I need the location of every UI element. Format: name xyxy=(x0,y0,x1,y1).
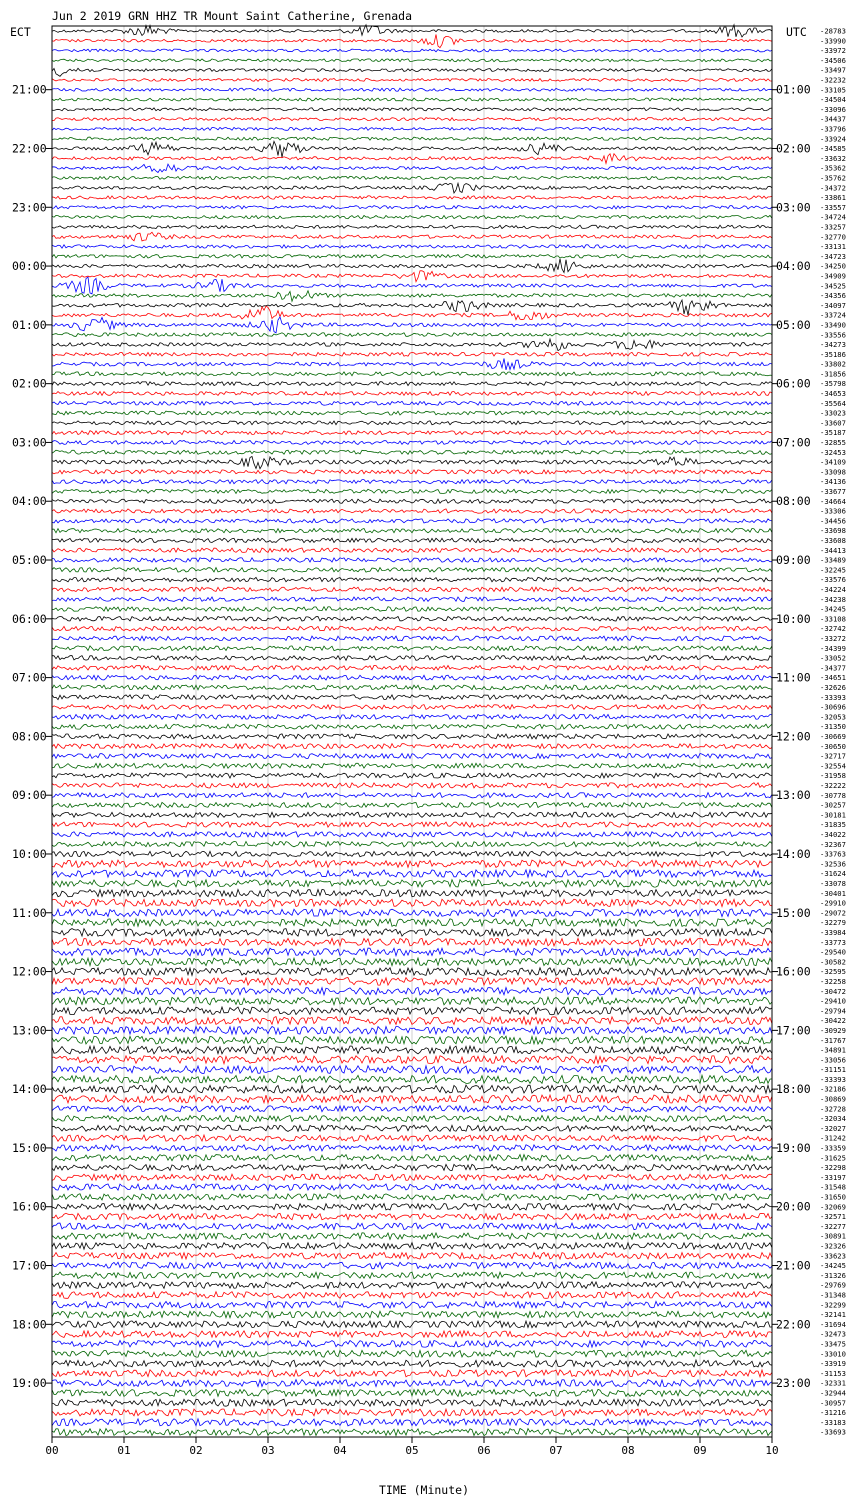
trace-offset-label: -32141 xyxy=(820,1310,846,1320)
x-tick-label: 07 xyxy=(549,1444,563,1457)
trace-offset-label: -29769 xyxy=(820,1280,846,1290)
trace-offset-label: -29794 xyxy=(820,1006,846,1016)
trace-offset-label: -32770 xyxy=(820,232,846,242)
trace-offset-label: -31153 xyxy=(820,1368,846,1378)
left-hour-label: 06:00 xyxy=(12,611,47,626)
trace-offset-label: -33698 xyxy=(820,526,846,536)
right-timezone-label: UTC xyxy=(786,25,807,39)
trace-offset-label: -30422 xyxy=(820,1016,846,1026)
trace-offset-label: -33623 xyxy=(820,1251,846,1261)
trace-offset-labels xyxy=(820,26,846,1436)
trace-offset-label: -34224 xyxy=(820,585,846,595)
trace-offset-label: -33677 xyxy=(820,487,846,497)
right-hour-label: 13:00 xyxy=(776,788,811,803)
trace-offset-label: -30957 xyxy=(820,1398,846,1408)
trace-offset-label: -33608 xyxy=(820,536,846,546)
trace-offset-label: -31326 xyxy=(820,1270,846,1280)
right-hour-label: 10:00 xyxy=(776,611,811,626)
trace-offset-label: -30869 xyxy=(820,1094,846,1104)
trace-offset-label: -34651 xyxy=(820,673,846,683)
trace-offset-label: -34413 xyxy=(820,545,846,555)
trace-offset-label: -34245 xyxy=(820,1261,846,1271)
right-hour-label: 20:00 xyxy=(776,1199,811,1214)
trace-offset-label: -32034 xyxy=(820,1114,846,1124)
trace-offset-label: -33197 xyxy=(820,1172,846,1182)
trace-offset-label: -32473 xyxy=(820,1329,846,1339)
trace-offset-label: -34504 xyxy=(820,95,846,105)
left-hour-label: 23:00 xyxy=(12,200,47,215)
left-hour-labels xyxy=(12,83,52,1390)
trace-offset-label: -30891 xyxy=(820,1231,846,1241)
right-hour-label: 12:00 xyxy=(776,729,811,744)
trace-offset-label: -35564 xyxy=(820,398,846,408)
left-hour-label: 04:00 xyxy=(12,494,47,509)
trace-offset-label: -32326 xyxy=(820,1241,846,1251)
trace-offset-label: -30257 xyxy=(820,800,846,810)
trace-offset-label: -29410 xyxy=(820,996,846,1006)
right-hour-label: 19:00 xyxy=(776,1140,811,1155)
trace-offset-label: -28783 xyxy=(820,26,846,36)
trace-offset-label: -30472 xyxy=(820,986,846,996)
left-hour-label: 21:00 xyxy=(12,82,47,97)
trace-offset-label: -34356 xyxy=(820,291,846,301)
trace-offset-label: -32053 xyxy=(820,712,846,722)
right-hour-label: 04:00 xyxy=(776,259,811,274)
trace-offset-label: -31650 xyxy=(820,1192,846,1202)
trace-offset-label: -32258 xyxy=(820,976,846,986)
trace-offset-label: -32069 xyxy=(820,1202,846,1212)
left-hour-label: 13:00 xyxy=(12,1023,47,1038)
trace-offset-label: -33763 xyxy=(820,849,846,859)
right-hour-label: 06:00 xyxy=(776,376,811,391)
trace-offset-label: -33557 xyxy=(820,202,846,212)
trace-offset-label: -34525 xyxy=(820,281,846,291)
trace-offset-label: -33359 xyxy=(820,1143,846,1153)
trace-offset-label: -32742 xyxy=(820,624,846,634)
trace-offset-label: -33497 xyxy=(820,65,846,75)
left-hour-label: 09:00 xyxy=(12,788,47,803)
trace-offset-label: -31856 xyxy=(820,369,846,379)
trace-offset-label: -34585 xyxy=(820,144,846,154)
left-hour-label: 03:00 xyxy=(12,435,47,450)
trace-offset-label: -34372 xyxy=(820,183,846,193)
trace-offset-label: -33724 xyxy=(820,310,846,320)
trace-offset-label: -33693 xyxy=(820,1427,846,1437)
right-hour-label: 15:00 xyxy=(776,905,811,920)
trace-offset-label: -33131 xyxy=(820,242,846,252)
trace-offset-label: -34399 xyxy=(820,643,846,653)
trace-offset-label: -32571 xyxy=(820,1212,846,1222)
right-hour-label: 11:00 xyxy=(776,670,811,685)
trace-offset-label: -30696 xyxy=(820,702,846,712)
trace-offset-label: -33802 xyxy=(820,359,846,369)
trace-offset-label: -34506 xyxy=(820,55,846,65)
x-tick-label: 01 xyxy=(117,1444,131,1457)
trace-offset-label: -34245 xyxy=(820,604,846,614)
trace-offset-label: -35798 xyxy=(820,379,846,389)
trace-offset-label: -30401 xyxy=(820,888,846,898)
trace-offset-label: -35186 xyxy=(820,349,846,359)
trace-offset-label: -35362 xyxy=(820,163,846,173)
x-tick-label: 02 xyxy=(189,1444,203,1457)
x-tick-label: 00 xyxy=(45,1444,59,1457)
x-tick-label: 10 xyxy=(765,1444,779,1457)
trace-offset-label: -31216 xyxy=(820,1408,846,1418)
trace-offset-label: -33984 xyxy=(820,927,846,937)
trace-offset-label: -34136 xyxy=(820,477,846,487)
trace-offset-label: -33607 xyxy=(820,418,846,428)
trace-offset-label: -33096 xyxy=(820,104,846,114)
x-tick-label: 09 xyxy=(693,1444,707,1457)
trace-offset-label: -30181 xyxy=(820,810,846,820)
trace-offset-label: -30778 xyxy=(820,790,846,800)
trace-offset-label: -32595 xyxy=(820,967,846,977)
trace-offset-label: -32222 xyxy=(820,780,846,790)
trace-offset-label: -34724 xyxy=(820,212,846,222)
trace-offset-label: -33306 xyxy=(820,506,846,516)
trace-offset-label: -33105 xyxy=(820,85,846,95)
trace-offset-label: -31548 xyxy=(820,1182,846,1192)
trace-offset-label: -31348 xyxy=(820,1290,846,1300)
x-tick-label: 03 xyxy=(261,1444,275,1457)
left-hour-label: 07:00 xyxy=(12,670,47,685)
left-hour-label: 19:00 xyxy=(12,1376,47,1391)
trace-offset-label: -33861 xyxy=(820,193,846,203)
trace-offset-label: -32232 xyxy=(820,75,846,85)
trace-offset-label: -34456 xyxy=(820,516,846,526)
trace-offset-label: -32245 xyxy=(820,565,846,575)
left-hour-label: 00:00 xyxy=(12,259,47,274)
trace-offset-label: -34273 xyxy=(820,340,846,350)
left-timezone-label: ECT xyxy=(10,25,31,39)
trace-offset-label: -32298 xyxy=(820,1163,846,1173)
left-hour-label: 22:00 xyxy=(12,141,47,156)
trace-offset-label: -34250 xyxy=(820,261,846,271)
right-hour-label: 08:00 xyxy=(776,494,811,509)
trace-offset-label: -30929 xyxy=(820,1025,846,1035)
left-hour-label: 12:00 xyxy=(12,964,47,979)
trace-offset-label: -29540 xyxy=(820,947,846,957)
trace-offset-label: -31151 xyxy=(820,1065,846,1075)
left-hour-label: 17:00 xyxy=(12,1258,47,1273)
trace-offset-label: -34664 xyxy=(820,496,846,506)
trace-offset-label: -33990 xyxy=(820,36,846,46)
trace-offset-label: -33183 xyxy=(820,1417,846,1427)
x-tick-label: 04 xyxy=(333,1444,347,1457)
trace-offset-label: -32279 xyxy=(820,918,846,928)
trace-offset-label: -32186 xyxy=(820,1084,846,1094)
trace-offset-label: -32626 xyxy=(820,683,846,693)
trace-offset-label: -34377 xyxy=(820,663,846,673)
trace-offset-label: -33490 xyxy=(820,320,846,330)
right-hour-labels xyxy=(772,83,811,1390)
trace-offset-label: -33056 xyxy=(820,1055,846,1065)
trace-offset-label: -32277 xyxy=(820,1221,846,1231)
x-tick-label: 06 xyxy=(477,1444,491,1457)
trace-offset-label: -34653 xyxy=(820,389,846,399)
trace-offset-label: -35187 xyxy=(820,428,846,438)
trace-offset-label: -32027 xyxy=(820,1123,846,1133)
right-hour-label: 22:00 xyxy=(776,1317,811,1332)
right-hour-label: 07:00 xyxy=(776,435,811,450)
right-hour-label: 05:00 xyxy=(776,317,811,332)
trace-offset-label: -34022 xyxy=(820,829,846,839)
trace-offset-label: -32536 xyxy=(820,859,846,869)
trace-offset-label: -33010 xyxy=(820,1349,846,1359)
trace-offset-label: -33919 xyxy=(820,1359,846,1369)
trace-offset-label: -33475 xyxy=(820,1339,846,1349)
right-hour-label: 16:00 xyxy=(776,964,811,979)
trace-offset-label: -32554 xyxy=(820,761,846,771)
right-hour-label: 17:00 xyxy=(776,1023,811,1038)
trace-offset-label: -32453 xyxy=(820,447,846,457)
trace-offset-label: -33556 xyxy=(820,330,846,340)
trace-offset-label: -34109 xyxy=(820,457,846,467)
left-hour-label: 15:00 xyxy=(12,1140,47,1155)
trace-offset-label: -32728 xyxy=(820,1104,846,1114)
left-hour-label: 01:00 xyxy=(12,317,47,332)
trace-offset-label: -33023 xyxy=(820,408,846,418)
left-hour-label: 11:00 xyxy=(12,905,47,920)
trace-offset-label: -34891 xyxy=(820,1045,846,1055)
right-hour-label: 01:00 xyxy=(776,82,811,97)
left-hour-label: 02:00 xyxy=(12,376,47,391)
left-hour-label: 18:00 xyxy=(12,1317,47,1332)
trace-offset-label: -33393 xyxy=(820,1074,846,1084)
trace-offset-label: -33972 xyxy=(820,46,846,56)
left-hour-label: 10:00 xyxy=(12,846,47,861)
x-axis-ticks xyxy=(45,1437,778,1457)
trace-offset-label: -31958 xyxy=(820,771,846,781)
trace-offset-label: -32299 xyxy=(820,1300,846,1310)
right-hour-label: 23:00 xyxy=(776,1376,811,1391)
x-tick-label: 08 xyxy=(621,1444,635,1457)
trace-offset-label: -31625 xyxy=(820,1153,846,1163)
trace-offset-label: -33489 xyxy=(820,555,846,565)
trace-offset-label: -35762 xyxy=(820,173,846,183)
trace-offset-label: -31242 xyxy=(820,1133,846,1143)
trace-offset-label: -30669 xyxy=(820,731,846,741)
trace-offset-label: -34437 xyxy=(820,114,846,124)
trace-offset-label: -33632 xyxy=(820,153,846,163)
trace-offset-label: -34097 xyxy=(820,300,846,310)
trace-offset-label: -29910 xyxy=(820,898,846,908)
trace-offset-label: -33098 xyxy=(820,467,846,477)
x-axis-label: TIME (Minute) xyxy=(378,1483,470,1497)
trace-offset-label: -33773 xyxy=(820,937,846,947)
right-hour-label: 21:00 xyxy=(776,1258,811,1273)
trace-offset-label: -33796 xyxy=(820,124,846,134)
trace-offset-label: -32717 xyxy=(820,751,846,761)
right-hour-label: 09:00 xyxy=(776,553,811,568)
trace-offset-label: -32367 xyxy=(820,839,846,849)
trace-offset-label: -34723 xyxy=(820,251,846,261)
trace-offset-label: -33393 xyxy=(820,692,846,702)
left-hour-label: 08:00 xyxy=(12,729,47,744)
chart-title: Jun 2 2019 GRN HHZ TR Mount Saint Catherine, Grenada xyxy=(52,9,413,23)
trace-offset-label: -33272 xyxy=(820,634,846,644)
trace-offset-label: -31624 xyxy=(820,869,846,879)
trace-offset-label: -31694 xyxy=(820,1319,846,1329)
trace-offset-label: -33078 xyxy=(820,878,846,888)
trace-offset-label: -33576 xyxy=(820,575,846,585)
trace-offset-label: -32944 xyxy=(820,1388,846,1398)
right-hour-label: 18:00 xyxy=(776,1082,811,1097)
trace-offset-label: -29072 xyxy=(820,908,846,918)
trace-offset-label: -30650 xyxy=(820,741,846,751)
trace-offset-label: -32331 xyxy=(820,1378,846,1388)
trace-offset-label: -31835 xyxy=(820,820,846,830)
right-hour-label: 14:00 xyxy=(776,846,811,861)
trace-offset-label: -31350 xyxy=(820,722,846,732)
right-hour-label: 03:00 xyxy=(776,200,811,215)
trace-offset-label: -33257 xyxy=(820,222,846,232)
trace-offset-label: -32855 xyxy=(820,438,846,448)
trace-offset-label: -33052 xyxy=(820,653,846,663)
trace-offset-label: -34909 xyxy=(820,271,846,281)
trace-offset-label: -34238 xyxy=(820,594,846,604)
trace-offset-label: -33924 xyxy=(820,134,846,144)
trace-offset-label: -31767 xyxy=(820,1035,846,1045)
left-hour-label: 14:00 xyxy=(12,1082,47,1097)
x-tick-label: 05 xyxy=(405,1444,419,1457)
trace-offset-label: -33108 xyxy=(820,614,846,624)
trace-offset-label: -30582 xyxy=(820,957,846,967)
left-hour-label: 16:00 xyxy=(12,1199,47,1214)
left-hour-label: 05:00 xyxy=(12,553,47,568)
right-hour-label: 02:00 xyxy=(776,141,811,156)
